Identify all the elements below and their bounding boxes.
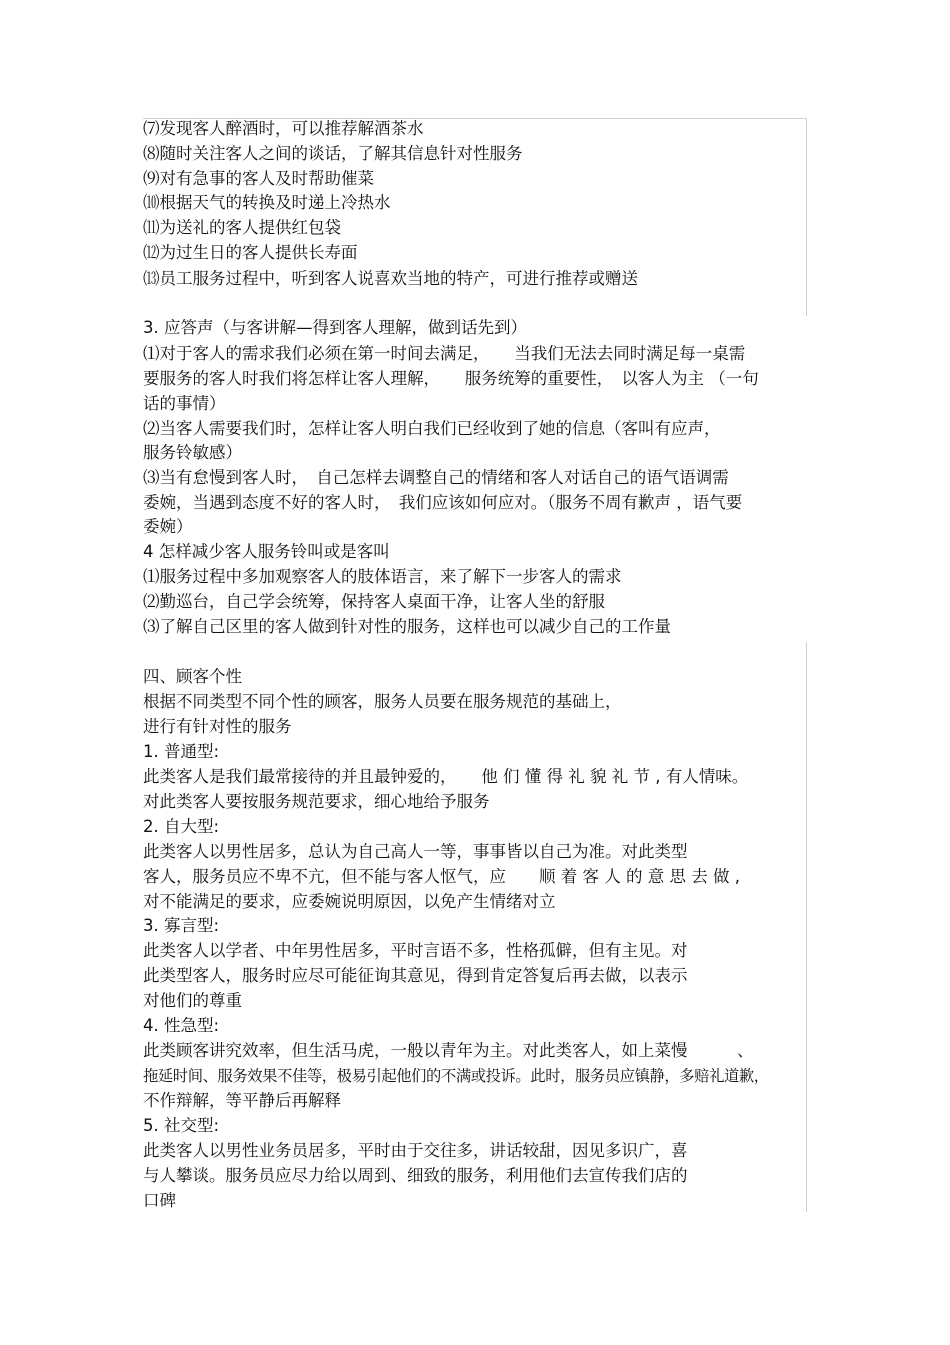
subheading: 5. 社交型:: [143, 1116, 220, 1135]
text-line: 要服务的客人时我们将怎样让客人理解， 服务统筹的重要性， 以客人为主 （一句: [143, 369, 759, 388]
text-line: 此类型客人，服务时应尽可能征询其意见，得到肯定答复后再去做，以表示: [143, 966, 688, 985]
section-heading: 4 怎样减少客人服务铃叫或是客叫: [143, 542, 390, 561]
subheading: 3. 寡言型:: [143, 916, 220, 935]
text-line: ⑴服务过程中多加观察客人的肢体语言，来了解下一步客人的需求: [143, 567, 622, 586]
text-line: ⑵当客人需要我们时，怎样让客人明白我们已经收到了她的信息（客叫有应声，: [143, 419, 721, 438]
text-line: ⑻随时关注客人之间的谈话，了解其信息针对性服务: [143, 144, 523, 163]
text-line: 不作辩解，等平静后再解释: [143, 1091, 341, 1110]
text-line: 此类客人以男性居多，总认为自己高人一等，事事皆以自己为准。对此类型: [143, 842, 688, 861]
subheading: 4. 性急型:: [143, 1016, 220, 1035]
text-line: 对此类客人要按服务规范要求，细心地给予服务: [143, 792, 490, 811]
text-line: ⒀员工服务过程中，听到客人说喜欢当地的特产，可进行推荐或赠送: [143, 269, 638, 288]
frame-right-rule-2: [806, 642, 807, 1212]
text-line: ⑼对有急事的客人及时帮助催菜: [143, 169, 374, 188]
text-line: 委婉）: [143, 517, 193, 536]
frame-right-rule-1: [806, 118, 807, 316]
text-line: 此类客人以学者、中年男性居多，平时言语不多，性格孤僻，但有主见。对: [143, 941, 688, 960]
text-line: ⑽根据天气的转换及时递上冷热水: [143, 193, 391, 212]
text-line: 委婉，当遇到态度不好的客人时， 我们应该如何应对。（服务不周有歉声 ，语气要: [143, 493, 743, 512]
text-line: ⑵勤巡台，自己学会统筹，保持客人桌面干净，让客人坐的舒服: [143, 592, 605, 611]
subheading: 2. 自大型:: [143, 817, 220, 836]
text-line: 根据不同类型不同个性的顾客，服务人员要在服务规范的基础上，: [143, 692, 622, 711]
text-line: 客人，服务员应不卑不亢，但不能与客人怄气，应 顺 着 客 人 的 意 思 去 做 ,: [143, 867, 740, 886]
text-line: ⑺发现客人醉酒时，可以推荐解酒茶水: [143, 119, 424, 138]
text-line: ⑶了解自己区里的客人做到针对性的服务，这样也可以减少自己的工作量: [143, 617, 671, 636]
text-line: ⑾为送礼的客人提供红包袋: [143, 218, 341, 237]
text-line: 此类顾客讲究效率，但生活马虎，一般以青年为主。对此类客人，如上菜慢 、: [143, 1041, 754, 1060]
text-line: 服务铃敏感）: [143, 443, 242, 462]
text-line: ⑿为过生日的客人提供长寿面: [143, 243, 358, 262]
text-line: 口碑: [143, 1191, 176, 1210]
text-line: 对不能满足的要求，应委婉说明原因，以免产生情绪对立: [143, 892, 556, 911]
subheading: 1. 普通型:: [143, 742, 220, 761]
text-line: 与人攀谈。服务员应尽力给以周到、细致的服务，利用他们去宣传我们店的: [143, 1166, 688, 1185]
text-line: ⑴对于客人的需求我们必须在第一时间去满足， 当我们无法去同时满足每一桌需: [143, 344, 746, 363]
text-line: 此类客人是我们最常接待的并且最钟爱的， 他 们 懂 得 礼 貌 礼 节 , 有人情味。: [143, 767, 749, 786]
text-line: 话的事情）: [143, 394, 226, 413]
section-heading: 3. 应答声（与客讲解—得到客人理解，做到话先到）: [143, 318, 527, 337]
section-heading: 四、顾客个性: [143, 667, 242, 686]
text-line: 进行有针对性的服务: [143, 717, 292, 736]
text-line: ⑶当有怠慢到客人时， 自己怎样去调整自己的情绪和客人对话自己的语气语调需: [143, 468, 729, 487]
text-line: 对他们的尊重: [143, 991, 242, 1010]
text-line: 拖延时间、服务效果不佳等，极易引起他们的不满或投诉。此时，服务员应镇静，多赔礼道歉，: [143, 1067, 769, 1085]
text-line: 此类客人以男性业务员居多，平时由于交往多，讲话较甜，因见多识广，喜: [143, 1141, 688, 1160]
